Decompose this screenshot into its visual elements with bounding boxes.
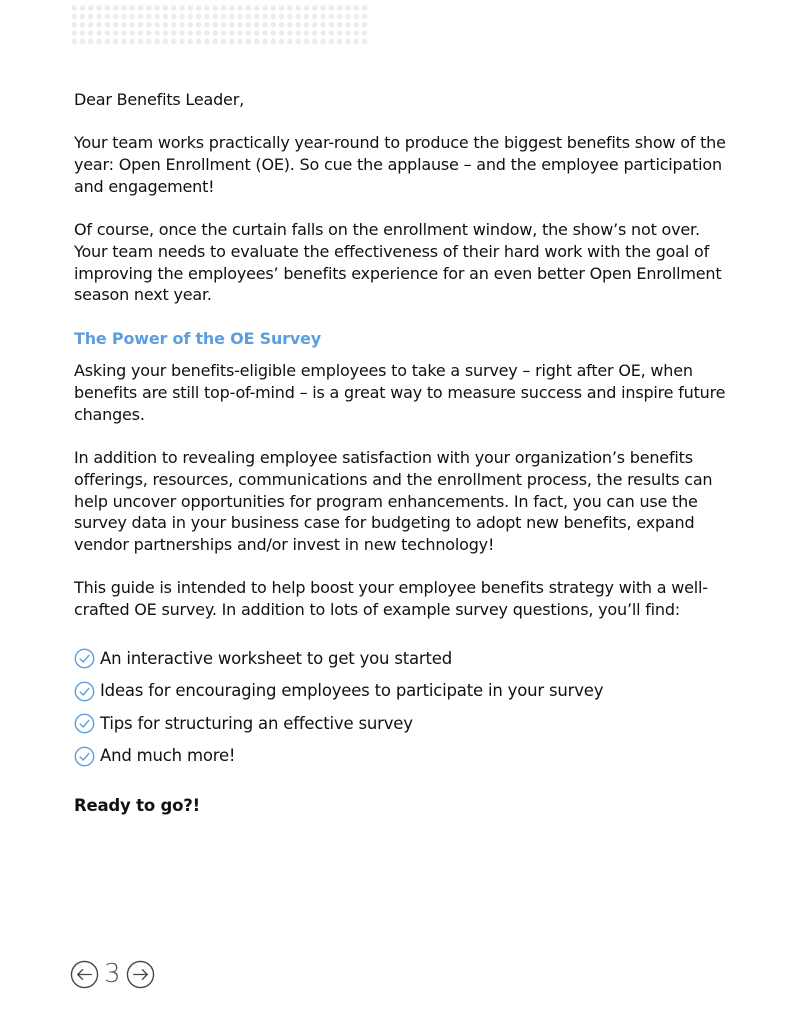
- call-to-action: Ready to go?!: [74, 796, 200, 816]
- list-item: [74, 745, 734, 767]
- list-item-label: An interactive worksheet to get you started: [100, 648, 452, 668]
- check-circle-icon: [74, 681, 95, 702]
- body-paragraph-3: This guide is intended to help boost your employee benefits strategy with a well-crafted OE survey. In addition to lots of example survey questions, you’ll find:: [74, 578, 708, 620]
- list-item-label: And much more!: [100, 746, 236, 766]
- feature-checklist: [74, 648, 734, 768]
- greeting: Dear Benefits Leader,: [74, 90, 244, 109]
- check-circle-icon: [74, 648, 95, 669]
- list-item: [74, 680, 734, 702]
- check-circle-icon: [74, 746, 95, 767]
- arrow-right-circle-icon[interactable]: [126, 960, 155, 989]
- list-item-label: Ideas for encouraging employees to participate in your survey: [100, 681, 604, 701]
- check-circle-icon: [74, 713, 95, 734]
- list-item: [74, 648, 734, 670]
- page-number: 3: [104, 959, 121, 989]
- letter-body: [74, 89, 734, 817]
- list-item-label: Tips for structuring an effective survey: [100, 713, 413, 733]
- intro-paragraph-1: Your team works practically year-round to produce the biggest benefits show of the year: Open Enrollment (OE). So cue the applause – and the employee participation and engagement!: [74, 133, 726, 196]
- section-heading: The Power of the OE Survey: [74, 328, 321, 348]
- body-paragraph-2: In addition to revealing employee satisfaction with your organization’s benefits offerings, resources, communications and the enrollment process, the results can help uncover opportunities for program enhancements. In fact, you can use the survey data in your business case for budgeting to adopt new benefits, expand vendor partnerships and/or invest in new technology!: [74, 448, 713, 554]
- page-navigation: [70, 959, 155, 989]
- list-item: [74, 713, 734, 735]
- intro-paragraph-2: Of course, once the curtain falls on the enrollment window, the show’s not over. Your team needs to evaluate the effectiveness of their hard work with the goal of improving the employees’ benefits experience for an even better Open Enrollment season next year.: [74, 220, 722, 305]
- body-paragraph-1: Asking your benefits-eligible employees to take a survey – right after OE, when benefits are still top-of-mind – is a great way to measure success and inspire future changes.: [74, 361, 726, 424]
- arrow-left-circle-icon[interactable]: [70, 960, 99, 989]
- decorative-dot-pattern: [70, 4, 368, 46]
